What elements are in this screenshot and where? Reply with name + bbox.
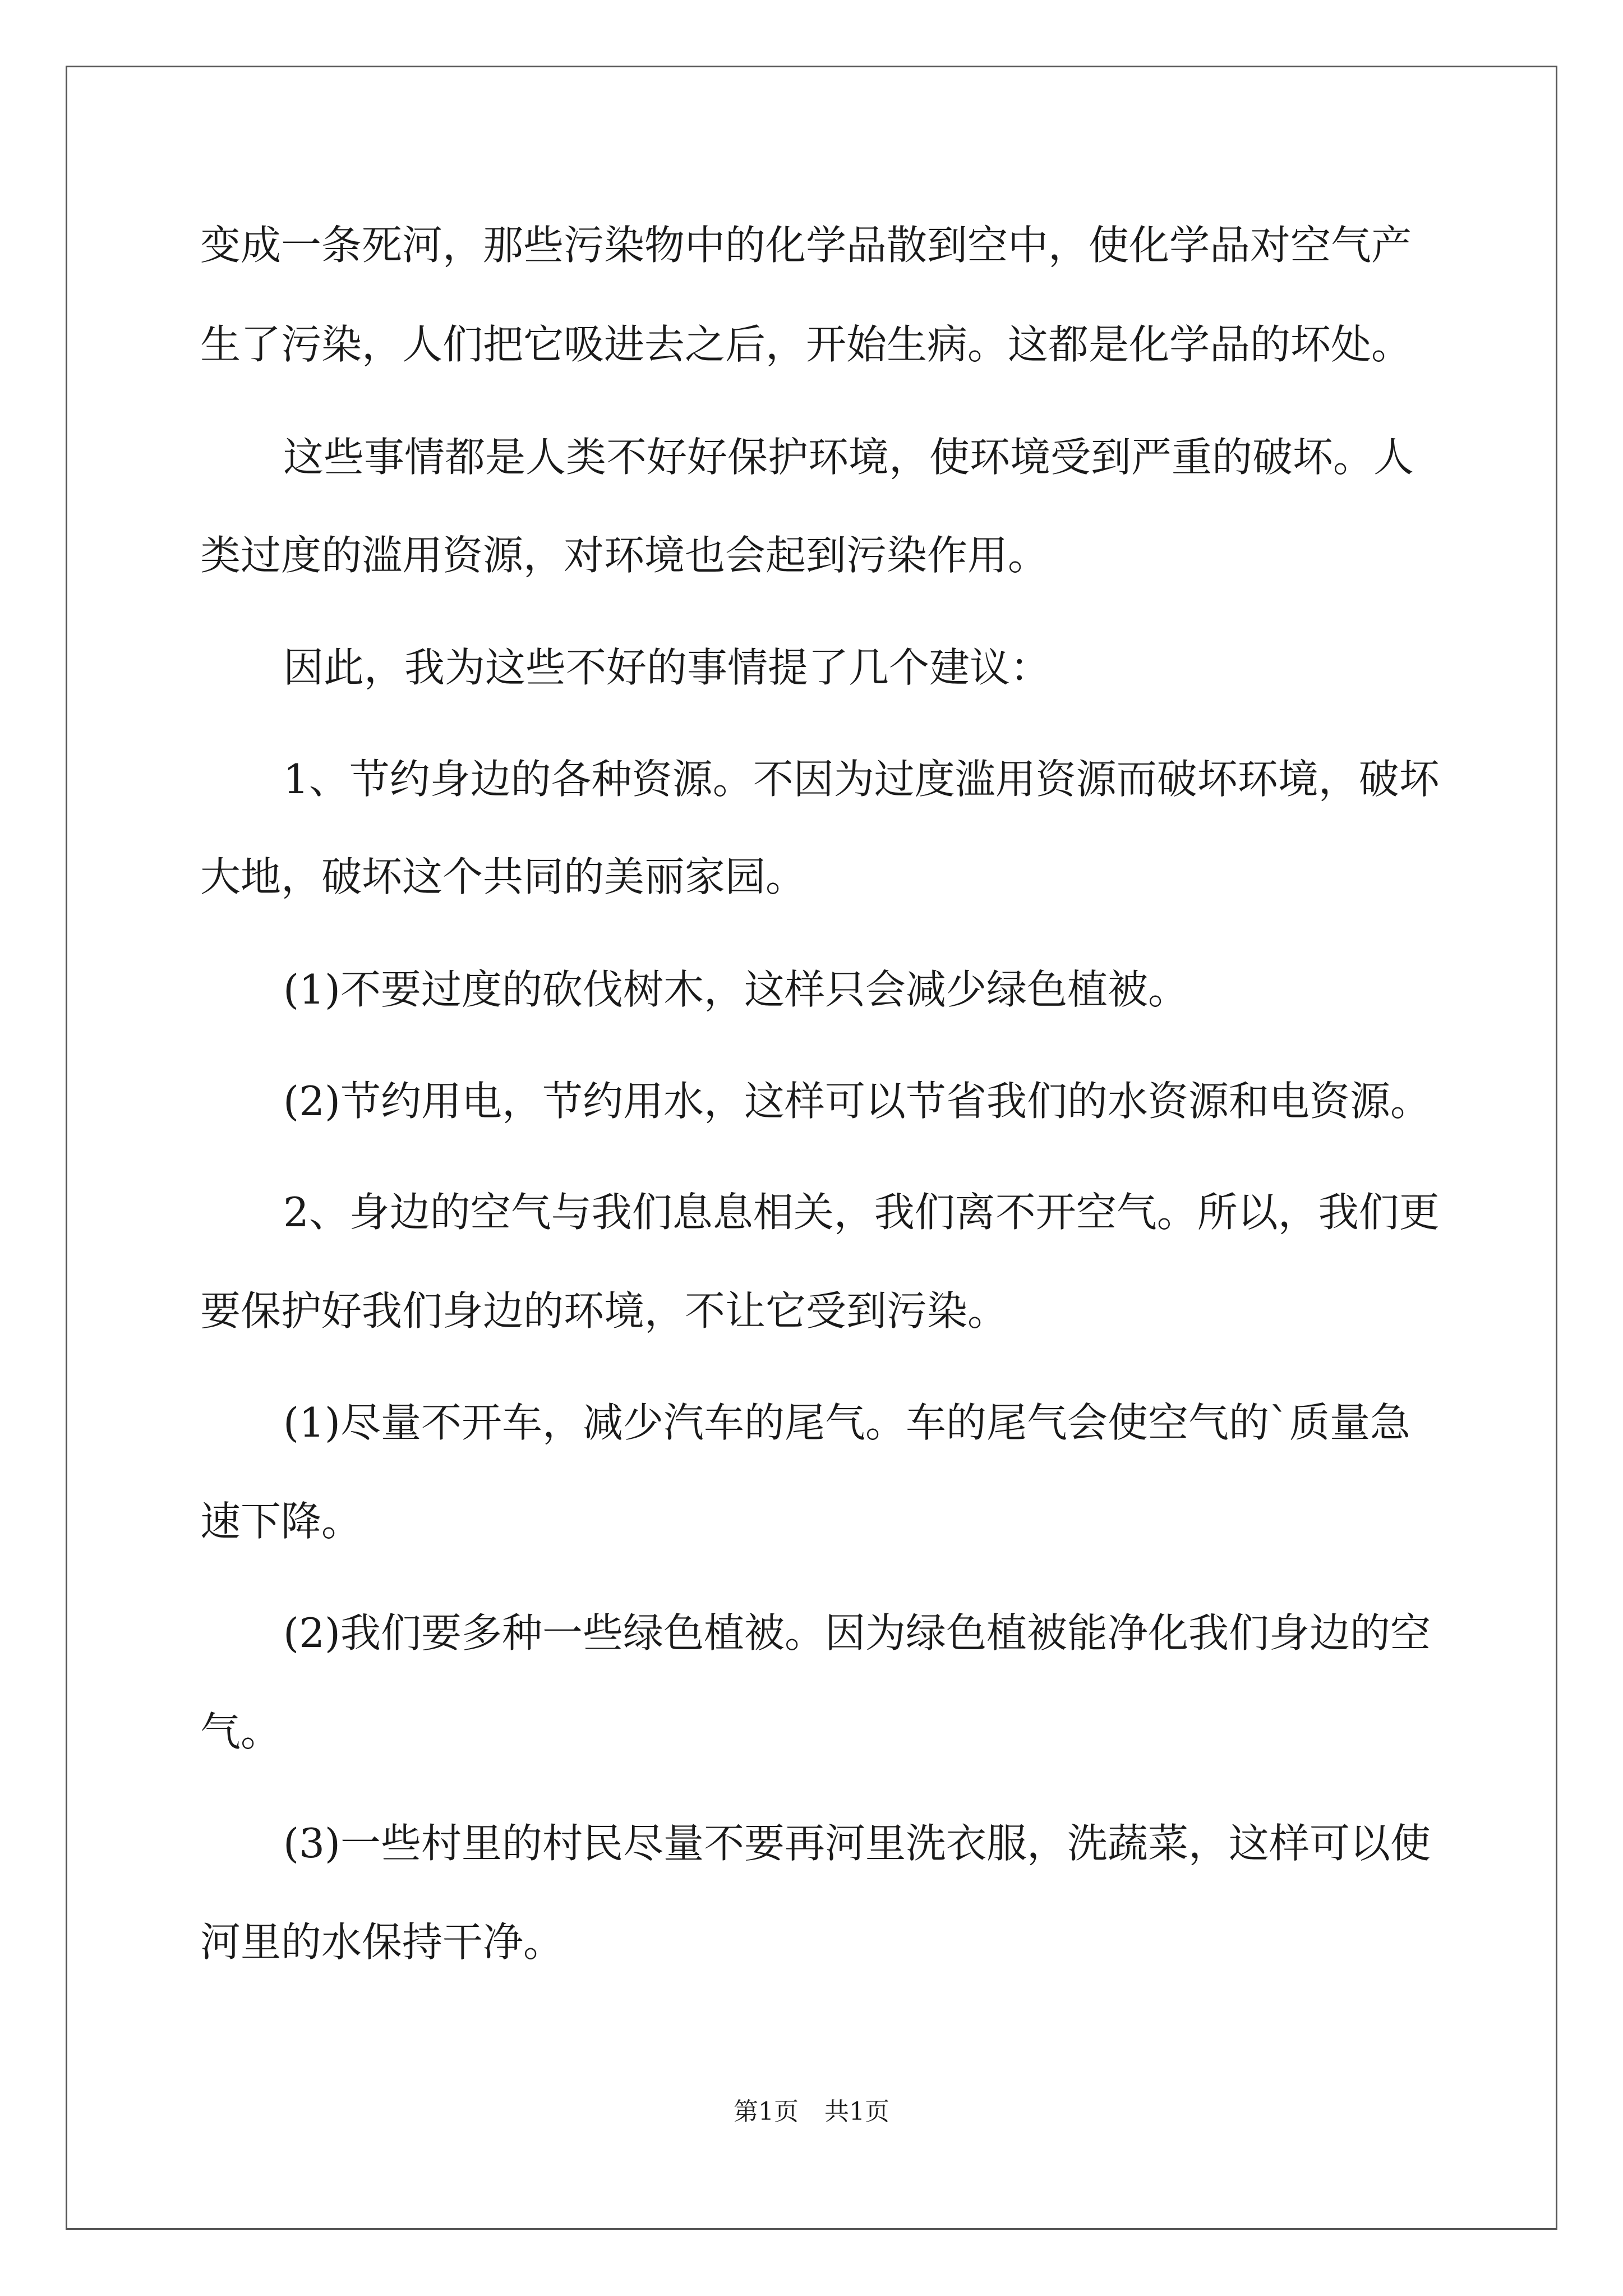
text-line: 2、身边的空气与我们息息相关，我们离不开空气。所以，我们更 bbox=[283, 1189, 1440, 1236]
text-line: 河里的水保持干净。 bbox=[200, 1918, 564, 1966]
text-line: 1、节约身边的各种资源。不因为过度滥用资源而破坏环境，破坏 bbox=[283, 756, 1440, 803]
text-line: (2)节约用电，节约用水，这样可以节省我们的水资源和电资源。 bbox=[283, 1078, 1431, 1125]
text-line: 要保护好我们身边的环境，不让它受到污染。 bbox=[200, 1287, 1008, 1335]
page-total: 共1页 bbox=[824, 2097, 889, 2126]
text-line: 变成一条死河，那些污染物中的化学品散到空中，使化学品对空气产 bbox=[200, 222, 1412, 269]
page-number: 第1页 bbox=[734, 2097, 799, 2126]
text-line: (1)不要过度的砍伐树木，这样只会减少绿色植被。 bbox=[283, 966, 1188, 1013]
text-line: 因此，我为这些不好的事情提了几个建议： bbox=[283, 644, 1051, 691]
text-line: 类过度的滥用资源，对环境也会起到污染作用。 bbox=[200, 532, 1049, 579]
page-footer bbox=[0, 2095, 1623, 2129]
text-line: 大地，破坏这个共同的美丽家园。 bbox=[200, 853, 806, 900]
text-line: 速下降。 bbox=[200, 1498, 362, 1545]
text-line: (1)尽量不开车，减少汽车的尾气。车的尾气会使空气的`质量急 bbox=[283, 1399, 1410, 1446]
text-line: (2)我们要多种一些绿色植被。因为绿色植被能净化我们身边的空 bbox=[283, 1609, 1431, 1657]
text-line: 生了污染，人们把它吸进去之后，开始生病。这都是化学品的坏处。 bbox=[200, 321, 1412, 368]
text-line: 气。 bbox=[200, 1708, 282, 1755]
text-line: 这些事情都是人类不好好保护环境，使环境受到严重的破坏。人 bbox=[283, 434, 1414, 481]
text-line: (3)一些村里的村民尽量不要再河里洗衣服，洗蔬菜，这样可以使 bbox=[283, 1820, 1431, 1867]
page-border bbox=[66, 66, 1557, 2230]
